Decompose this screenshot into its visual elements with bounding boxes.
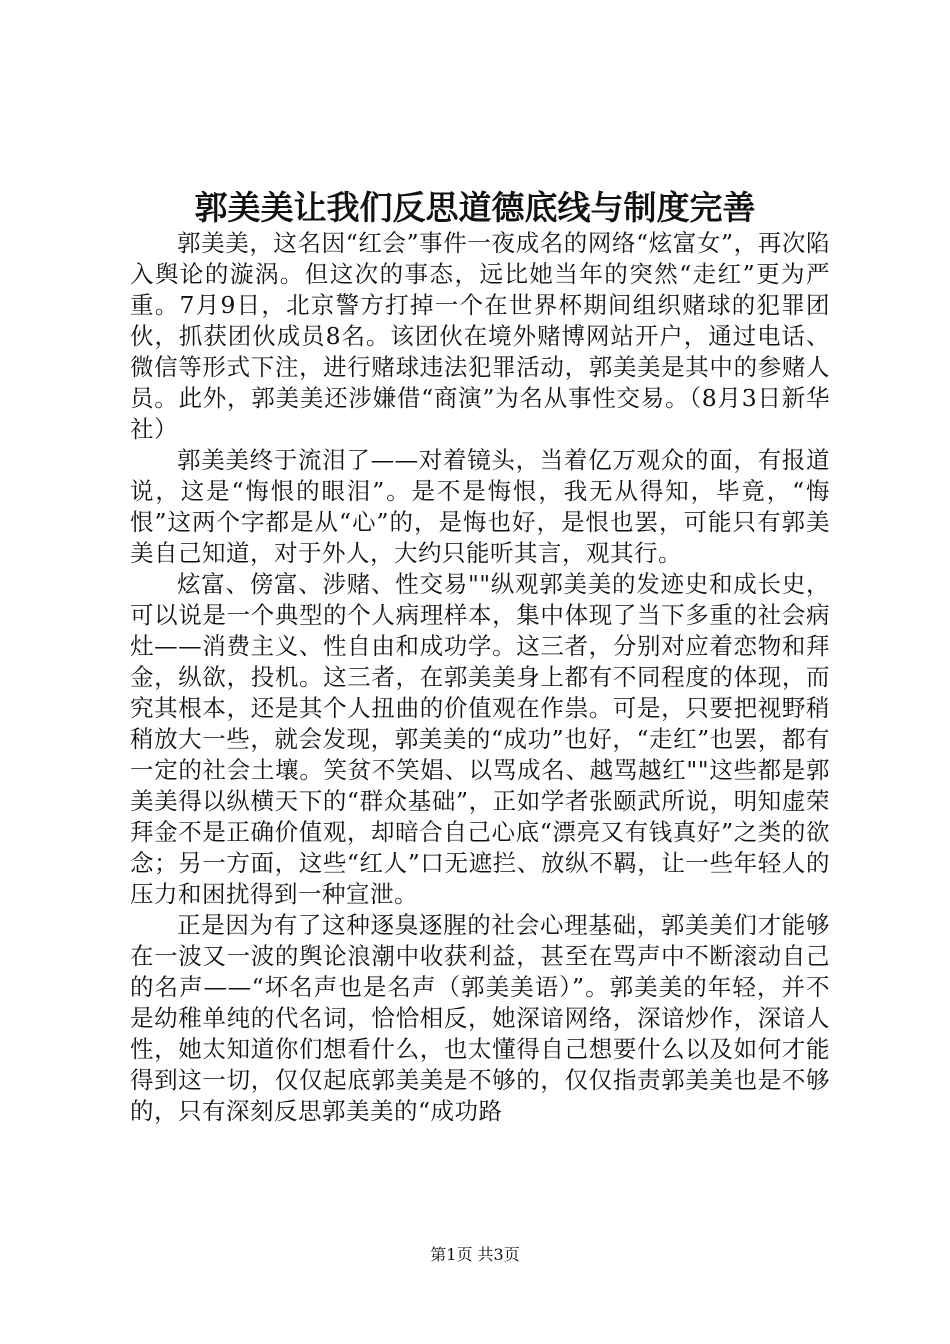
page-title: 郭美美让我们反思道德底线与制度完善: [194, 188, 756, 227]
paragraph-4: 正是因为有了这种逐臭逐腥的社会心理基础，郭美美们才能够在一波又一波的舆论浪潮中收获利益，甚至在骂声中不断滚动自己的名声——“坏名声也是名声（郭美美语）”。郭美美的年轻，并不是幼稚单纯的代名词，恰恰相反，她深谙网络，深谙炒作，深谙人性，她太知道你们想看什么，也太懂得自己想要什么以及如何才能得到这一切，仅仅起底郭美美是不够的，仅仅指责郭美美也是不够的，只有深刻反思郭美美的“成功路: [130, 911, 830, 1125]
paragraph-3: 炫富、傍富、涉赌、性交易""纵观郭美美的发迹史和成长史，可以说是一个典型的个人病理样本，集中体现了当下多重的社会病灶——消费主义、性自由和成功学。这三者，分别对应着恋物和拜金，纵欲，投机。这三者，在郭美美身上都有不同程度的体现，而究其根本，还是其个人扭曲的价值观在作祟。可是，只要把视野稍稍放大一些，就会发现，郭美美的“成功”也好，“走红”也罢，都有一定的社会土壤。笑贫不笑娼、以骂成名、越骂越红""这些都是郭美美得以纵横天下的“群众基础”，正如学者张颐武所说，明知虚荣拜金不是正确价值观，却暗合自己心底“漂亮又有钱真好”之类的欲念；另一方面，这些“红人”口无遮拦、放纵不羁，让一些年轻人的压力和困扰得到一种宣泄。: [130, 570, 830, 908]
article-body: [130, 228, 830, 1127]
page-number-footer: 第1页 共3页: [430, 1245, 520, 1264]
paragraph-2: 郭美美终于流泪了——对着镜头，当着亿万观众的面，有报道说，这是“悔恨的眼泪”。是不是悔恨，我无从得知，毕竟，“悔恨”这两个字都是从“心”的，是悔也好，是恨也罢，可能只有郭美美自己知道，对于外人，大约只能听其言，观其行。: [130, 446, 830, 567]
paragraph-1: 郭美美，这名因“红会”事件一夜成名的网络“炫富女”，再次陷入舆论的漩涡。但这次的事态，远比她当年的突然“走红”更为严重。7月9日，北京警方打掉一个在世界杯期间组织赌球的犯罪团伙，抓获团伙成员8名。该团伙在境外赌博网站开户，通过电话、微信等形式下注，进行赌球违法犯罪活动，郭美美是其中的参赌人员。此外，郭美美还涉嫌借“商演”为名从事性交易。（8月3日新华社）: [130, 229, 830, 443]
